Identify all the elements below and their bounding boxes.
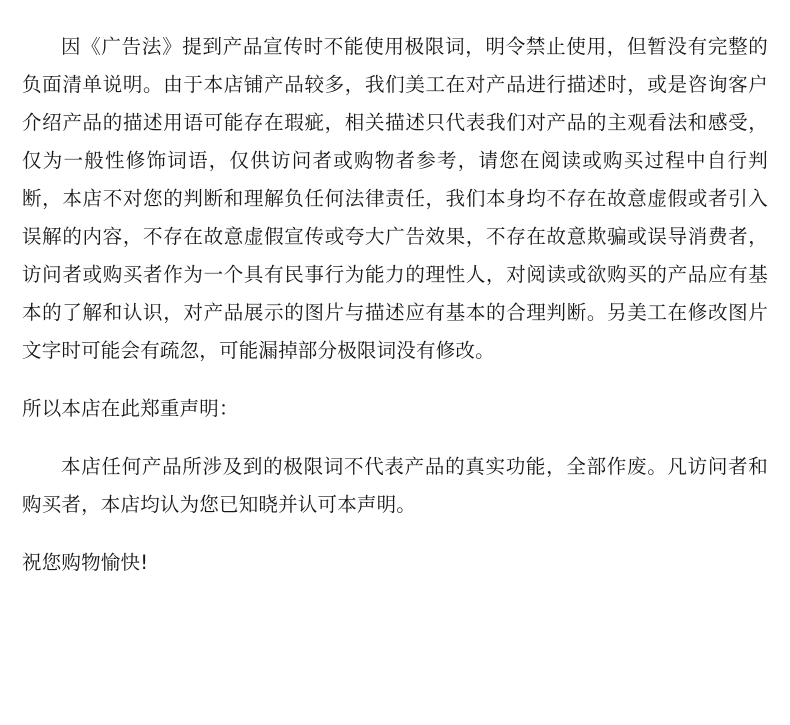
document-body — [22, 28, 768, 582]
paragraph-statement-heading: 所以本店在此郑重声明： — [22, 397, 239, 420]
paragraph-statement-body: 本店任何产品所涉及到的极限词不代表产品的真实功能，全部作废。凡访问者和购买者，本店均认为您已知晓并认可本声明。 — [22, 455, 768, 516]
paragraph-disclaimer-main: 因《广告法》提到产品宣传时不能使用极限词，明令禁止使用，但暂没有完整的负面清单说明。由于本店铺产品较多，我们美工在对产品进行描述时，或是咨询客户介绍产品的描述用语可能存在瑕疵，相关描述只代表我们对产品的主观看法和感受，仅为一般性修饰词语，仅供访问者或购物者参考，请您在阅读或购买过程中自行判断，本店不对您的判断和理解负任何法律责任，我们本身均不存在故意虚假或者引入误解的内容，不存在故意虚假宣传或夸大广告效果，不存在故意欺骗或误导消费者，访问者或购买者作为一个具有民事行为能力的理性人，对阅读或欲购买的产品应有基本的了解和认识，对产品展示的图片与描述应有基本的合理判断。另美工在修改图片文字时可能会有疏忽，可能漏掉部分极限词没有修改。 — [22, 35, 768, 362]
paragraph-closing-wish: 祝您购物愉快! — [22, 551, 149, 574]
